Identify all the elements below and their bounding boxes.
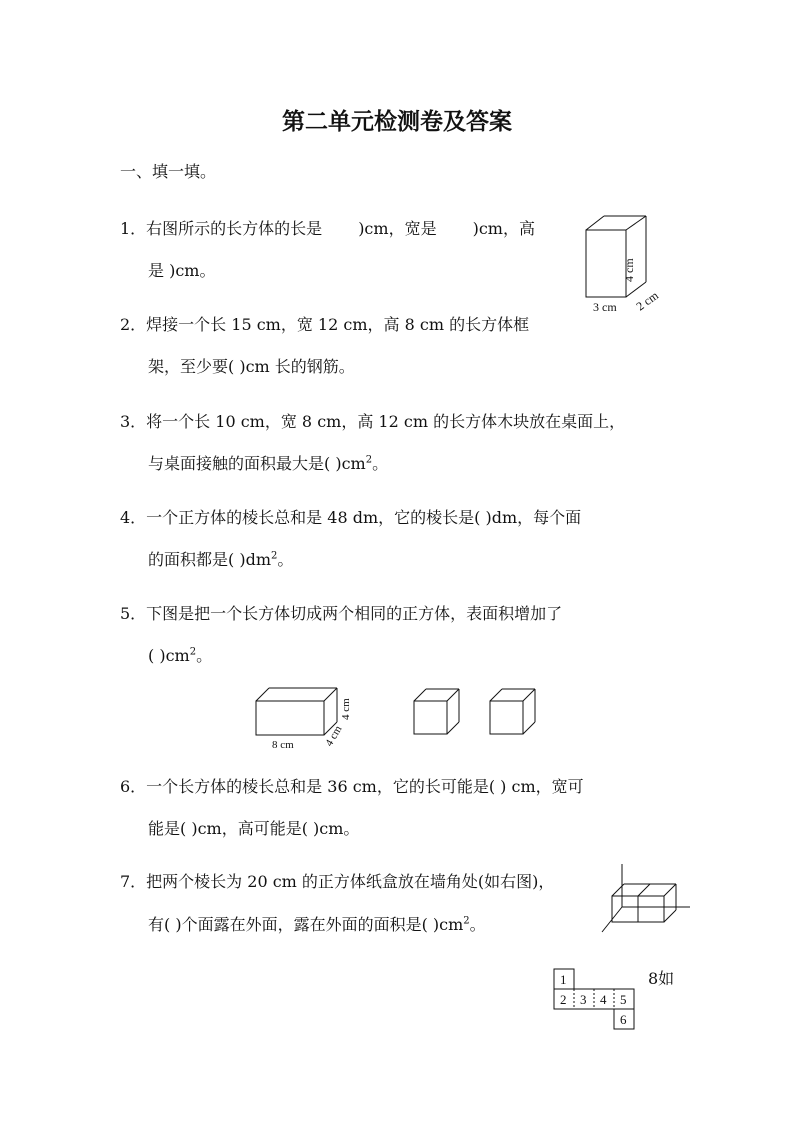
- long-cuboid-figure: [254, 686, 364, 752]
- fig5-length-label: 8 cm: [272, 739, 294, 751]
- question-7-line-2: [148, 915, 486, 935]
- question-5-line-1: 5．下图是把一个长方体切成两个相同的正方体，表面积增加了: [120, 604, 563, 623]
- q3-line2-text: 与桌面接触的面积最大是( )cm: [148, 454, 366, 473]
- page-title: 第二单元检测卷及答案: [282, 109, 512, 135]
- question-2-line-1: 2．焊接一个长 15 cm，宽 12 cm，高 8 cm 的长方体框: [120, 315, 530, 334]
- q7-line2-text: 有( )个面露在外面，露在外面的面积是( )cm: [148, 915, 464, 934]
- q4-line2-text: 的面积都是( )dm: [148, 550, 271, 569]
- fig5-width-label: 4 cm: [323, 723, 345, 749]
- question-3-line-2: [148, 454, 388, 474]
- q3-line2-end: 。: [372, 454, 389, 473]
- question-1-line-1: [120, 219, 535, 239]
- question-3-line-1: 3．将一个长 10 cm，宽 8 cm，高 12 cm 的长方体木块放在桌面上，: [120, 412, 626, 431]
- question-5-line-2: [148, 646, 212, 666]
- question-1-line-2: 是 )cm。: [148, 261, 216, 280]
- question-2-line-2: 架，至少要( )cm 长的钢筋。: [148, 357, 355, 376]
- question-4-line-1: 4．一个正方体的棱长总和是 48 dm，它的棱长是( )dm，每个面: [120, 508, 582, 527]
- q4-line2-end: 。: [277, 550, 294, 569]
- question-6-line-2: 能是( )cm，高可能是( )cm。: [148, 819, 360, 838]
- net-cell-3: 3: [580, 992, 587, 1007]
- net-cell-1: 1: [560, 972, 567, 987]
- q7-superscript: 2: [463, 915, 470, 927]
- net-cell-2: 2: [560, 992, 567, 1007]
- net-cell-4: 4: [600, 992, 607, 1007]
- q7-line2-end: 。: [469, 915, 486, 934]
- question-8-start: 8如: [648, 969, 675, 988]
- q1-text-a: 1．右图所示的长方体的长是: [120, 219, 323, 238]
- q1-text-b: )cm，宽是: [358, 219, 437, 238]
- question-6-line-1: 6．一个长方体的棱长总和是 36 cm，它的长可能是( ) cm，宽可: [120, 777, 584, 796]
- q4-superscript: 2: [271, 550, 278, 562]
- q5-line2-end: 。: [196, 646, 213, 665]
- q1-text-c: )cm，高: [472, 219, 535, 238]
- fig5-height-label: 4 cm: [340, 698, 352, 720]
- wall-corner-cubes-figure: [600, 862, 695, 937]
- net-cell-5: 5: [620, 992, 627, 1007]
- fig1-length-label: 3 cm: [593, 300, 617, 314]
- cuboid-figure-q1: [584, 214, 674, 314]
- cube-figure-2: [489, 688, 539, 738]
- question-7-line-1: 7．把两个棱长为 20 cm 的正方体纸盒放在墙角处(如右图)，: [120, 872, 555, 891]
- net-cell-6: 6: [620, 1012, 627, 1027]
- fig1-width-label: 2 cm: [633, 288, 661, 314]
- q5-line2-text: ( )cm: [148, 646, 190, 665]
- q3-superscript: 2: [365, 454, 373, 466]
- question-4-line-2: [148, 550, 293, 570]
- cube-figure-1: [413, 688, 463, 738]
- fig1-height-label: 4 cm: [622, 258, 636, 282]
- q5-superscript: 2: [189, 646, 197, 658]
- section-heading: 一、填一填。: [120, 162, 217, 181]
- cube-net-figure: [552, 967, 638, 1033]
